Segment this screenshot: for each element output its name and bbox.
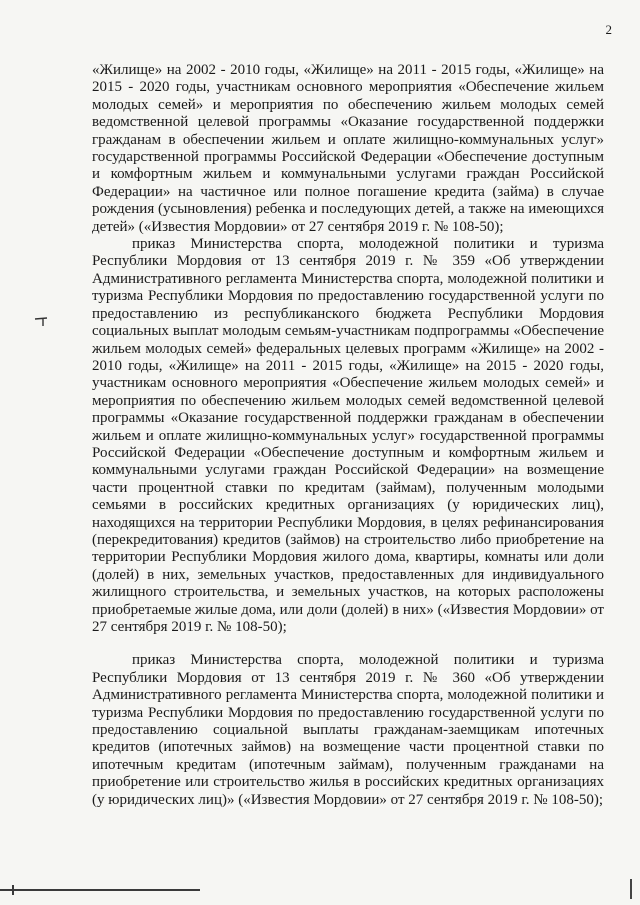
scan-corner-mark (620, 879, 632, 899)
paragraph-2: приказ Министерства спорта, молодежной политики и туризма Республики Мордовия от 13 сентября 2019 г. № 359 «Об утверждении Административного регламента Министерства спорта, молодежной политики и туризма Республики Мордовия по предоставлению государственной услуги по предоставлению из республиканского бюджета Республики Мордовия социальных выплат молодым семьям-участникам подпрограммы «Обеспечение жильем молодых семей» федеральных целевых программ «Жилище» на 2002 - 2010 годы, «Жилище» на 2011 - 2015 годы, «Жилище» на 2015 - 2020 годы, участникам основного мероприятия «Обеспечение жильем молодых семей» и мероприятия по обеспечению жильем молодых семей ведомственной целевой программы «Оказание государственной поддержки гражданам в обеспечении жильем и оплате жилищно-коммунальных услуг» государственной программы Российской Федерации «Обеспечение доступным и комфортным жильем и коммунальными услугами граждан Российской Федерации» на возмещение части процентной ставки по кредитам (займам), полученным молодыми семьями в российских кредитных организациях (у юридических лиц), находящихся на территории Республики Мордовия, в целях рефинансирования (перекредитования) кредитов (займов) на строительство либо приобретение на территории Республики Мордовия жилого дома, квартиры, комнаты или доли (долей) в них, земельных участков, предоставленных для индивидуального жилищного строительства, и земельных участков, на которых расположены приобретаемые жилые дома, или доли (долей) в них» («Известия Мордовии» от 27 сентября 2019 г. № 108-50); (92, 236, 604, 635)
margin-pen-mark (34, 314, 52, 328)
scan-edge-tick (12, 885, 14, 895)
paragraph-1: «Жилище» на 2002 - 2010 годы, «Жилище» на 2011 - 2015 годы, «Жилище» на 2015 - 2020 годы, участникам основного мероприятия «Обеспечение жильем молодых семей» и мероприятия по обеспечению жильем молодых семей ведомственной целевой программы «Оказание государственной поддержки гражданам в обеспечении жильем и оплате жилищно-коммунальных услуг» государственной программы Российской Федерации «Обеспечение доступным и комфортным жильем и коммунальными услугами граждан Российской Федерации» на частичное или полное погашение кредита (займа) в случае рождения (усыновления) ребенка и последующих детей, а также на имеющихся детей» («Известия Мордовии» от 27 сентября 2019 г. № 108-50); (92, 62, 604, 235)
scan-edge-line (0, 889, 200, 891)
paragraph-3: приказ Министерства спорта, молодежной политики и туризма Республики Мордовия от 13 сентября 2019 г. № 360 «Об утверждении Административного регламента Министерства спорта, молодежной политики и туризма Республики Мордовия по предоставлению государственной услуги по предоставлению социальной выплаты гражданам-заемщикам ипотечных кредитов (ипотечных займов) на возмещение части процентной ставки по ипотечным кредитам (ипотечным займам), полученным гражданами на приобретение или строительство жилья в российских кредитных организациях (у юридических лиц)» («Известия Мордовии» от 27 сентября 2019 г. № 108-50); (92, 652, 604, 808)
page-number: 2 (605, 22, 612, 37)
document-body (92, 62, 604, 809)
